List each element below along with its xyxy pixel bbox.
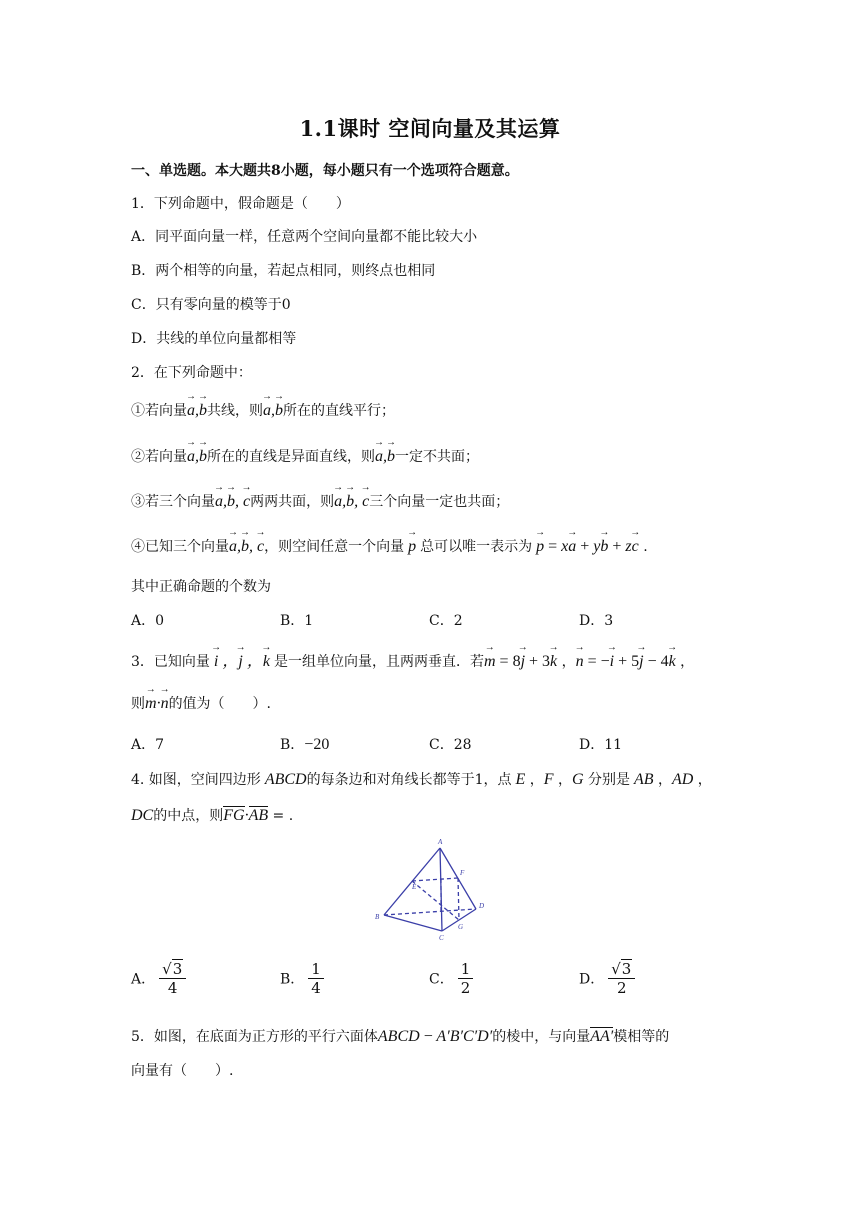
q3-line2-text-a: 则: [131, 696, 145, 712]
q2-option-c: C．2: [429, 613, 463, 629]
section-heading: 一、单选题。本大题共8小题，每小题只有一个选项符合题意。: [131, 163, 519, 179]
q3-dot-product: → m·→ n: [145, 695, 169, 712]
q3-unit-vectors: → i ，→ j ，→ k: [210, 653, 274, 670]
q2-s1-text-b: 共线，则: [207, 403, 263, 419]
q4-option-b: [280, 960, 324, 997]
q5-solid-name: ABCD − A′B′C′D′: [377, 1028, 493, 1045]
q4-option-c: [429, 960, 473, 997]
q1-option-c: C．只有零向量的模等于0: [131, 297, 291, 313]
q3-option-c: C．28: [429, 737, 472, 753]
label-g: G: [458, 923, 464, 931]
q2-s3-text-a: ③若三个向量: [131, 494, 215, 510]
q4-text-b: 的每条边和对角线长都等于1，点: [306, 772, 512, 788]
q4-option-a-letter: A．: [131, 971, 156, 988]
q4-option-c-letter: C．: [429, 971, 454, 988]
q2-count-prompt: 其中正确命题的个数为: [131, 579, 271, 595]
q2-statement-2: [131, 446, 479, 466]
q2-option-b: B．1: [280, 613, 314, 629]
q5-text-b: 的棱中，与向量: [492, 1029, 591, 1045]
q4-option-a-frac: $\frac{√3}{4}$: [159, 960, 186, 997]
q2-statement-4: ④已知三个向量→ a,→ b, → c，则空间任意一个向量 → p 总可以唯一表示为 → p = x→ a + y→ b + z→ c .: [131, 536, 648, 556]
page-title: 1.1课时 空间向量及其运算: [299, 116, 561, 141]
q3-option-d: D．11: [579, 737, 623, 753]
label-e: E: [412, 883, 417, 891]
q2-s4-vector-p: → p: [404, 538, 420, 555]
label-f: F: [460, 869, 465, 877]
q5-text-a: 5．如图，在底面为正方形的平行六面体: [131, 1029, 378, 1045]
q5-stem-line2: 向量有（ ）.: [131, 1063, 234, 1079]
q2-s1-vectors: → a,→ b: [187, 402, 207, 419]
q4-edge-dc: DC: [131, 807, 154, 824]
q3-option-b: [280, 734, 329, 754]
q2-s1-text-a: ①若向量: [131, 403, 187, 419]
segment-ef: [412, 878, 458, 881]
q4-points: E: [511, 771, 526, 788]
q2-statement-1: [131, 400, 395, 420]
q2-s3-vectors-2: → a,→ b, → c: [334, 493, 369, 510]
q1-stem: 1．下列命题中，假命题是（ ）: [131, 196, 350, 212]
q3-option-b-letter: B．: [280, 737, 305, 753]
segment-fg: [458, 878, 459, 920]
segment-eg: [412, 881, 459, 920]
q3-text-a: 3．已知向量: [131, 654, 210, 670]
q2-statement-3: [131, 491, 509, 511]
q5-vector-aa: AA′: [590, 1028, 614, 1045]
q2-s4-text-b: ，则空间任意一个向量: [264, 539, 405, 555]
q2-s1-vectors-2: → a,→ b: [263, 402, 283, 419]
q2-s2-text-b: 所在的直线是异面直线，则: [207, 449, 375, 465]
q3-line2-text-b: 的值为（ ）.: [168, 696, 272, 712]
q4-stem: 4. 如图，空间四边形 ABCD的每条边和对角线长都等于1，点 E ，F ，G 分别是 AB ，AD ，: [131, 771, 712, 788]
q4-text-c: 分别是: [588, 772, 630, 788]
q1-option-a: A．同平面向量一样，任意两个空间向量都不能比较大小: [131, 229, 478, 245]
q2-option-d: D．3: [579, 613, 614, 629]
q2-s2-vectors-2: → a,→ b: [375, 448, 395, 465]
q4-option-a: [131, 960, 186, 997]
tetrahedron-figure: [370, 836, 490, 948]
q2-s2-vectors: → a,→ b: [187, 448, 207, 465]
q3-stem: 3．已知向量 → i ，→ j ，→ k 是一组单位向量，且两两垂直．若→ m = 8→ j + 3→ k ，→ n = −→ i + 5→ j − 4→ k ，: [131, 648, 694, 671]
q4-dot-product: FG·AB: [223, 807, 269, 824]
q1-option-d: D．共线的单位向量都相等: [131, 331, 297, 347]
q4-option-c-frac: $\frac{1}{2}$: [458, 960, 474, 997]
q4-option-d-letter: D．: [579, 971, 605, 988]
q2-s4-text-c: 总可以唯一表示为: [420, 539, 533, 555]
q3-vector-n: → n = −→ i + 5→ j − 4→ k: [576, 653, 676, 670]
q2-s3-text-c: 三个向量一定也共面；: [369, 494, 510, 510]
q3-option-a: A．7: [131, 737, 165, 753]
q3-stem-line2: [131, 693, 271, 713]
q4-option-b-letter: B．: [280, 971, 305, 988]
q3-text-b: 是一组单位向量，且两两垂直．若: [273, 654, 484, 670]
q2-s2-text-c: 一定不共面；: [395, 449, 479, 465]
q4-line2-text: 的中点，则: [153, 808, 224, 824]
tetrahedron-svg: [370, 836, 490, 948]
q4-option-d-frac: $\frac{√3}{2}$: [608, 960, 635, 997]
q4-text-a: 4. 如图，空间四边形: [131, 772, 261, 788]
q2-s4-vectors: → a,→ b, → c: [229, 538, 264, 555]
label-c: C: [439, 934, 444, 942]
label-b: B: [375, 913, 380, 921]
q2-s4-formula: → p = x→ a + y→ b + z→ c: [532, 538, 639, 555]
q3-vector-m: → m = 8→ j + 3→ k: [484, 653, 557, 670]
label-a: A: [438, 838, 443, 846]
q4-option-d: [579, 960, 635, 997]
edge-bc: [384, 915, 442, 931]
q2-s3-vectors: → a,→ b, → c: [215, 493, 250, 510]
q2-s1-text-c: 所在的直线平行；: [283, 403, 395, 419]
q4-edges: AB: [630, 771, 654, 788]
q2-s3-text-b: 两两共面，则: [250, 494, 335, 510]
q2-stem: 2．在下列命题中：: [131, 365, 252, 381]
q5-stem: [131, 1026, 669, 1046]
q2-s4-text-a: ④已知三个向量: [131, 539, 229, 555]
q2-s2-text-a: ②若向量: [131, 449, 187, 465]
q3-option-b-value: −20: [304, 736, 330, 753]
q1-option-b: B．两个相等的向量，若起点相同，则终点也相同: [131, 263, 436, 279]
q4-quad-name: ABCD: [260, 771, 307, 788]
q4-option-b-frac: $\frac{1}{4}$: [308, 960, 324, 997]
edge-bd: [384, 909, 476, 915]
label-d: D: [479, 902, 485, 910]
q2-option-a: A．0: [131, 613, 165, 629]
q4-stem-line2: DC的中点，则FG·AB = .: [131, 807, 294, 824]
q5-text-c: 模相等的: [613, 1029, 670, 1045]
